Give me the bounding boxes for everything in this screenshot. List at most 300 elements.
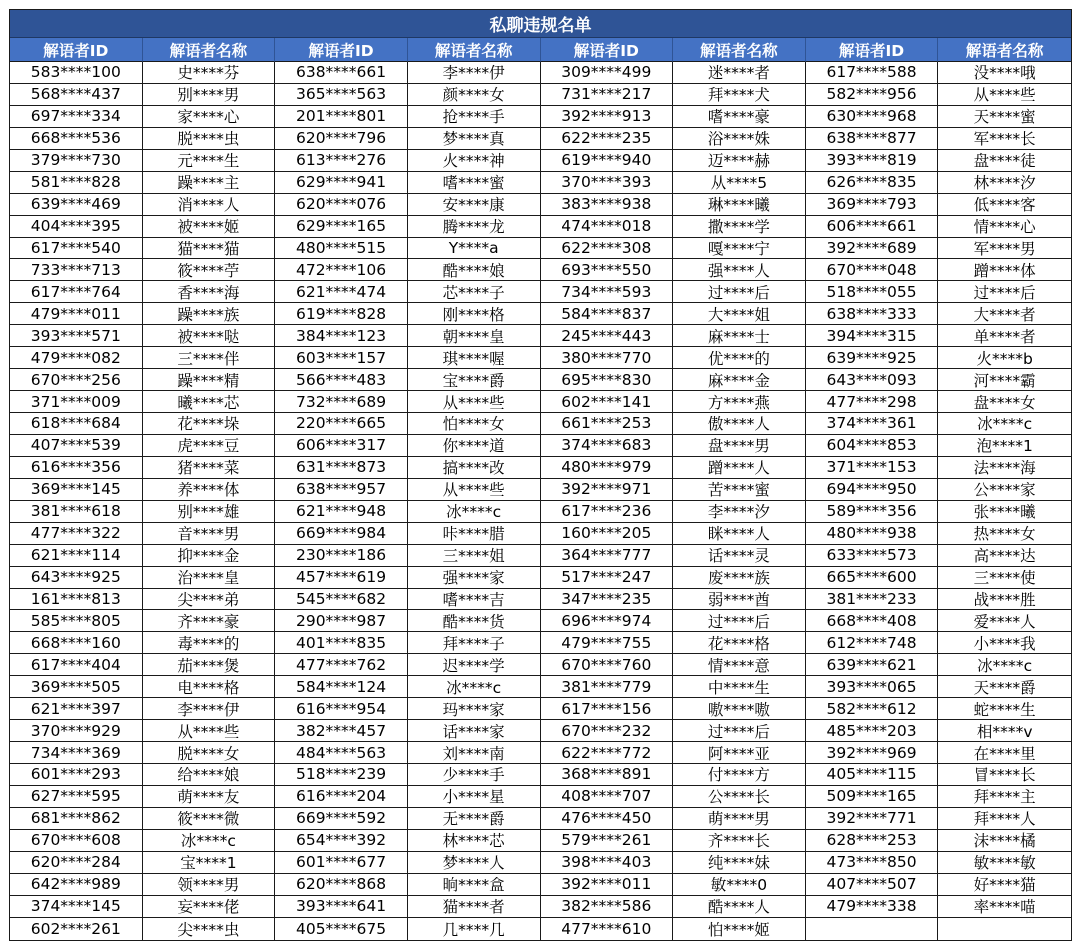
user-name-cell: 怕****姬 bbox=[673, 918, 806, 940]
user-id-cell: 364****777 bbox=[541, 545, 674, 567]
user-name-cell: 宝****1 bbox=[143, 852, 276, 874]
user-id-cell: 479****082 bbox=[10, 347, 143, 369]
user-id-cell: 220****665 bbox=[275, 413, 408, 435]
user-id-cell: 480****515 bbox=[275, 238, 408, 260]
user-name-cell: 齐****豪 bbox=[143, 610, 276, 632]
user-id-cell: 581****828 bbox=[10, 172, 143, 194]
user-id-cell: 589****356 bbox=[806, 501, 939, 523]
user-id-cell: 407****539 bbox=[10, 435, 143, 457]
user-id-cell: 661****253 bbox=[541, 413, 674, 435]
user-id-cell: 347****235 bbox=[541, 589, 674, 611]
user-id-cell: 517****247 bbox=[541, 567, 674, 589]
user-name-cell: 李****汐 bbox=[673, 501, 806, 523]
user-id-cell: 290****987 bbox=[275, 610, 408, 632]
column-header-id: 解语者ID bbox=[275, 38, 408, 62]
user-name-cell: 元****生 bbox=[143, 150, 276, 172]
user-name-cell: 撒****学 bbox=[673, 216, 806, 238]
user-id-cell: 370****929 bbox=[10, 720, 143, 742]
user-name-cell: 治****皇 bbox=[143, 567, 276, 589]
user-name-cell: 领****男 bbox=[143, 874, 276, 896]
user-name-cell: 情****心 bbox=[938, 216, 1071, 238]
user-id-cell: 477****762 bbox=[275, 654, 408, 676]
user-name-cell: 萌****男 bbox=[673, 808, 806, 830]
user-name-cell: 战****胜 bbox=[938, 589, 1071, 611]
user-name-cell: 弱****酋 bbox=[673, 589, 806, 611]
user-name-cell: 张****曦 bbox=[938, 501, 1071, 523]
user-name-cell: 冒****长 bbox=[938, 764, 1071, 786]
user-id-cell: 670****608 bbox=[10, 830, 143, 852]
user-name-cell: 浴****姝 bbox=[673, 128, 806, 150]
user-id-cell: 626****835 bbox=[806, 172, 939, 194]
user-id-cell: 568****437 bbox=[10, 84, 143, 106]
user-name-cell: 猫****者 bbox=[408, 896, 541, 918]
user-id-cell: 383****938 bbox=[541, 194, 674, 216]
user-id-cell: 583****100 bbox=[10, 62, 143, 84]
user-name-cell: 麻****士 bbox=[673, 325, 806, 347]
user-name-cell: 迈****赫 bbox=[673, 150, 806, 172]
user-id-cell: 201****801 bbox=[275, 106, 408, 128]
user-name-cell: 香****海 bbox=[143, 281, 276, 303]
user-id-cell: 732****689 bbox=[275, 391, 408, 413]
user-name-cell: 被****姬 bbox=[143, 216, 276, 238]
user-name-cell: 小****星 bbox=[408, 786, 541, 808]
user-id-cell bbox=[806, 918, 939, 940]
user-id-cell: 613****276 bbox=[275, 150, 408, 172]
user-name-cell: 从****些 bbox=[938, 84, 1071, 106]
user-id-cell: 485****203 bbox=[806, 720, 939, 742]
user-id-cell: 643****093 bbox=[806, 369, 939, 391]
user-name-cell: 率****喵 bbox=[938, 896, 1071, 918]
user-name-cell: 冰****c bbox=[938, 413, 1071, 435]
user-id-cell: 407****507 bbox=[806, 874, 939, 896]
user-name-cell: 三****伴 bbox=[143, 347, 276, 369]
user-id-cell: 245****443 bbox=[541, 325, 674, 347]
user-id-cell: 393****571 bbox=[10, 325, 143, 347]
user-name-cell: 从****些 bbox=[408, 479, 541, 501]
user-id-cell: 368****891 bbox=[541, 764, 674, 786]
user-name-cell: 优****的 bbox=[673, 347, 806, 369]
user-id-cell: 669****984 bbox=[275, 523, 408, 545]
user-id-cell: 616****356 bbox=[10, 457, 143, 479]
user-name-cell: 蹭****人 bbox=[673, 457, 806, 479]
user-name-cell: 付****方 bbox=[673, 764, 806, 786]
user-id-cell: 681****862 bbox=[10, 808, 143, 830]
user-id-cell: 617****764 bbox=[10, 281, 143, 303]
user-id-cell: 371****009 bbox=[10, 391, 143, 413]
user-id-cell: 670****232 bbox=[541, 720, 674, 742]
user-id-cell: 382****586 bbox=[541, 896, 674, 918]
user-name-cell: 蛇****生 bbox=[938, 698, 1071, 720]
user-id-cell: 617****404 bbox=[10, 654, 143, 676]
user-id-cell: 405****675 bbox=[275, 918, 408, 940]
user-id-cell: 518****055 bbox=[806, 281, 939, 303]
user-id-cell: 622****235 bbox=[541, 128, 674, 150]
user-id-cell: 620****868 bbox=[275, 874, 408, 896]
user-name-cell: 花****垛 bbox=[143, 413, 276, 435]
user-id-cell: 629****165 bbox=[275, 216, 408, 238]
user-name-cell: 怕****女 bbox=[408, 413, 541, 435]
user-id-cell: 380****770 bbox=[541, 347, 674, 369]
user-name-cell: 林****芯 bbox=[408, 830, 541, 852]
user-id-cell: 230****186 bbox=[275, 545, 408, 567]
user-id-cell: 404****395 bbox=[10, 216, 143, 238]
user-id-cell: 392****771 bbox=[806, 808, 939, 830]
user-id-cell: 617****540 bbox=[10, 238, 143, 260]
user-id-cell: 619****828 bbox=[275, 303, 408, 325]
user-name-cell: 法****海 bbox=[938, 457, 1071, 479]
user-name-cell: 冰****c bbox=[938, 654, 1071, 676]
user-id-cell: 381****233 bbox=[806, 589, 939, 611]
user-id-cell: 620****076 bbox=[275, 194, 408, 216]
user-name-cell: 给****娘 bbox=[143, 764, 276, 786]
user-name-cell: 安****康 bbox=[408, 194, 541, 216]
user-name-cell: 冰****c bbox=[408, 501, 541, 523]
user-name-cell: 抢****手 bbox=[408, 106, 541, 128]
user-name-cell: 傲****人 bbox=[673, 413, 806, 435]
user-name-cell: 盘****徒 bbox=[938, 150, 1071, 172]
user-id-cell: 622****308 bbox=[541, 238, 674, 260]
user-id-cell: 665****600 bbox=[806, 567, 939, 589]
column-header-id: 解语者ID bbox=[806, 38, 939, 62]
user-id-cell: 630****968 bbox=[806, 106, 939, 128]
user-name-cell: 盘****女 bbox=[938, 391, 1071, 413]
user-name-cell: 强****家 bbox=[408, 567, 541, 589]
user-name-cell: 别****雄 bbox=[143, 501, 276, 523]
user-id-cell: 392****913 bbox=[541, 106, 674, 128]
user-name-cell: 火****神 bbox=[408, 150, 541, 172]
user-id-cell: 371****153 bbox=[806, 457, 939, 479]
table-body bbox=[10, 62, 1071, 940]
user-id-cell: 384****123 bbox=[275, 325, 408, 347]
user-id-cell: 392****689 bbox=[806, 238, 939, 260]
user-name-cell: 三****姐 bbox=[408, 545, 541, 567]
user-id-cell: 734****593 bbox=[541, 281, 674, 303]
user-name-cell: 麻****金 bbox=[673, 369, 806, 391]
user-id-cell: 619****940 bbox=[541, 150, 674, 172]
column-header-id: 解语者ID bbox=[10, 38, 143, 62]
user-name-cell: 高****达 bbox=[938, 545, 1071, 567]
user-id-cell: 566****483 bbox=[275, 369, 408, 391]
user-id-cell: 582****956 bbox=[806, 84, 939, 106]
user-id-cell: 670****048 bbox=[806, 259, 939, 281]
user-id-cell: 584****124 bbox=[275, 676, 408, 698]
user-id-cell: 477****322 bbox=[10, 523, 143, 545]
user-id-cell: 669****592 bbox=[275, 808, 408, 830]
user-name-cell: 搞****改 bbox=[408, 457, 541, 479]
user-name-cell: 眯****人 bbox=[673, 523, 806, 545]
user-id-cell: 479****338 bbox=[806, 896, 939, 918]
user-name-cell: 天****蜜 bbox=[938, 106, 1071, 128]
user-id-cell: 382****457 bbox=[275, 720, 408, 742]
user-id-cell: 670****256 bbox=[10, 369, 143, 391]
user-id-cell: 617****588 bbox=[806, 62, 939, 84]
user-name-cell: 电****格 bbox=[143, 676, 276, 698]
user-id-cell: 668****536 bbox=[10, 128, 143, 150]
user-name-cell: 泡****1 bbox=[938, 435, 1071, 457]
user-id-cell: 398****403 bbox=[541, 852, 674, 874]
user-id-cell: 616****954 bbox=[275, 698, 408, 720]
user-name-cell: 毒****的 bbox=[143, 632, 276, 654]
user-name-cell: 爱****人 bbox=[938, 610, 1071, 632]
user-name-cell: 躁****精 bbox=[143, 369, 276, 391]
user-id-cell: 477****610 bbox=[541, 918, 674, 940]
user-id-cell: 621****114 bbox=[10, 545, 143, 567]
user-name-cell: 消****人 bbox=[143, 194, 276, 216]
user-id-cell: 582****612 bbox=[806, 698, 939, 720]
user-id-cell: 477****298 bbox=[806, 391, 939, 413]
user-id-cell: 484****563 bbox=[275, 742, 408, 764]
user-name-cell: 好****猫 bbox=[938, 874, 1071, 896]
user-name-cell: 妄****佬 bbox=[143, 896, 276, 918]
user-name-cell: 酷****娘 bbox=[408, 259, 541, 281]
user-name-cell: 盘****男 bbox=[673, 435, 806, 457]
user-id-cell: 392****969 bbox=[806, 742, 939, 764]
user-name-cell: 酷****货 bbox=[408, 610, 541, 632]
user-name-cell: 咔****腊 bbox=[408, 523, 541, 545]
user-name-cell: Y****a bbox=[408, 238, 541, 260]
user-id-cell: 617****156 bbox=[541, 698, 674, 720]
user-name-cell: 军****长 bbox=[938, 128, 1071, 150]
user-name-cell: 琪****喔 bbox=[408, 347, 541, 369]
user-id-cell: 629****941 bbox=[275, 172, 408, 194]
user-name-cell: 躁****族 bbox=[143, 303, 276, 325]
user-id-cell: 369****505 bbox=[10, 676, 143, 698]
column-header-name: 解语者名称 bbox=[938, 38, 1071, 62]
user-name-cell: 三****使 bbox=[938, 567, 1071, 589]
user-name-cell: 话****家 bbox=[408, 720, 541, 742]
user-id-cell: 638****957 bbox=[275, 479, 408, 501]
user-id-cell: 474****018 bbox=[541, 216, 674, 238]
header-row bbox=[10, 38, 1071, 62]
user-name-cell: 拜****犬 bbox=[673, 84, 806, 106]
user-name-cell: 猫****猫 bbox=[143, 238, 276, 260]
user-name-cell: 拜****主 bbox=[938, 786, 1071, 808]
user-id-cell: 579****261 bbox=[541, 830, 674, 852]
user-id-cell: 697****334 bbox=[10, 106, 143, 128]
user-name-cell: 萌****友 bbox=[143, 786, 276, 808]
user-name-cell: 芯****子 bbox=[408, 281, 541, 303]
user-id-cell: 639****621 bbox=[806, 654, 939, 676]
user-name-cell: 颜****女 bbox=[408, 84, 541, 106]
user-id-cell: 457****619 bbox=[275, 567, 408, 589]
table-title: 私聊违规名单 bbox=[10, 10, 1071, 38]
user-name-cell: 河****霸 bbox=[938, 369, 1071, 391]
user-id-cell: 639****469 bbox=[10, 194, 143, 216]
user-name-cell: 中****生 bbox=[673, 676, 806, 698]
user-name-cell: 少****手 bbox=[408, 764, 541, 786]
user-id-cell: 381****779 bbox=[541, 676, 674, 698]
user-id-cell: 393****641 bbox=[275, 896, 408, 918]
user-name-cell: 梦****人 bbox=[408, 852, 541, 874]
user-id-cell: 381****618 bbox=[10, 501, 143, 523]
user-id-cell: 160****205 bbox=[541, 523, 674, 545]
user-id-cell: 620****284 bbox=[10, 852, 143, 874]
user-name-cell: 筱****微 bbox=[143, 808, 276, 830]
user-id-cell: 309****499 bbox=[541, 62, 674, 84]
user-id-cell: 601****677 bbox=[275, 852, 408, 874]
user-id-cell: 394****315 bbox=[806, 325, 939, 347]
user-name-cell: 情****意 bbox=[673, 654, 806, 676]
user-name-cell: 花****格 bbox=[673, 632, 806, 654]
user-name-cell: 宝****爵 bbox=[408, 369, 541, 391]
user-name-cell: 你****道 bbox=[408, 435, 541, 457]
user-name-cell: 低****客 bbox=[938, 194, 1071, 216]
user-name-cell: 琳****曦 bbox=[673, 194, 806, 216]
user-name-cell: 尖****弟 bbox=[143, 589, 276, 611]
user-name-cell: 过****后 bbox=[673, 720, 806, 742]
user-name-cell: 嗜****吉 bbox=[408, 589, 541, 611]
user-id-cell: 603****157 bbox=[275, 347, 408, 369]
user-name-cell: 史****芬 bbox=[143, 62, 276, 84]
user-name-cell: 脱****女 bbox=[143, 742, 276, 764]
user-id-cell: 518****239 bbox=[275, 764, 408, 786]
user-name-cell: 敏****0 bbox=[673, 874, 806, 896]
user-id-cell: 392****971 bbox=[541, 479, 674, 501]
user-id-cell: 408****707 bbox=[541, 786, 674, 808]
user-name-cell: 冰****c bbox=[143, 830, 276, 852]
user-name-cell: 李****伊 bbox=[408, 62, 541, 84]
user-id-cell: 601****293 bbox=[10, 764, 143, 786]
user-name-cell: 李****伊 bbox=[143, 698, 276, 720]
user-id-cell: 733****713 bbox=[10, 259, 143, 281]
user-id-cell: 365****563 bbox=[275, 84, 408, 106]
user-id-cell: 627****595 bbox=[10, 786, 143, 808]
user-id-cell: 734****369 bbox=[10, 742, 143, 764]
user-id-cell: 612****748 bbox=[806, 632, 939, 654]
user-id-cell: 584****837 bbox=[541, 303, 674, 325]
user-id-cell: 602****261 bbox=[10, 918, 143, 940]
user-name-cell: 火****b bbox=[938, 347, 1071, 369]
user-id-cell: 401****835 bbox=[275, 632, 408, 654]
user-id-cell: 585****805 bbox=[10, 610, 143, 632]
user-id-cell: 731****217 bbox=[541, 84, 674, 106]
user-name-cell: 抑****金 bbox=[143, 545, 276, 567]
user-id-cell: 668****408 bbox=[806, 610, 939, 632]
user-name-cell: 躁****主 bbox=[143, 172, 276, 194]
user-name-cell: 嘎****宁 bbox=[673, 238, 806, 260]
user-name-cell: 刘****南 bbox=[408, 742, 541, 764]
user-name-cell: 嗷****嗷 bbox=[673, 698, 806, 720]
user-name-cell: 别****男 bbox=[143, 84, 276, 106]
user-id-cell: 622****772 bbox=[541, 742, 674, 764]
user-id-cell: 374****145 bbox=[10, 896, 143, 918]
user-id-cell: 473****850 bbox=[806, 852, 939, 874]
user-name-cell: 腾****龙 bbox=[408, 216, 541, 238]
user-name-cell: 猪****菜 bbox=[143, 457, 276, 479]
user-name-cell: 嗜****蜜 bbox=[408, 172, 541, 194]
user-id-cell: 628****253 bbox=[806, 830, 939, 852]
user-id-cell: 379****730 bbox=[10, 150, 143, 172]
user-id-cell: 643****925 bbox=[10, 567, 143, 589]
user-name-cell: 刚****格 bbox=[408, 303, 541, 325]
user-id-cell: 545****682 bbox=[275, 589, 408, 611]
user-name-cell: 迷****者 bbox=[673, 62, 806, 84]
user-id-cell: 642****989 bbox=[10, 874, 143, 896]
user-name-cell: 废****族 bbox=[673, 567, 806, 589]
user-name-cell: 天****爵 bbox=[938, 676, 1071, 698]
user-id-cell: 633****573 bbox=[806, 545, 939, 567]
user-name-cell: 从****些 bbox=[143, 720, 276, 742]
user-name-cell: 几****几 bbox=[408, 918, 541, 940]
user-name-cell: 尖****虫 bbox=[143, 918, 276, 940]
user-id-cell: 476****450 bbox=[541, 808, 674, 830]
user-id-cell: 472****106 bbox=[275, 259, 408, 281]
user-name-cell: 过****后 bbox=[938, 281, 1071, 303]
user-id-cell: 374****361 bbox=[806, 413, 939, 435]
user-id-cell: 392****011 bbox=[541, 874, 674, 896]
user-name-cell: 拜****人 bbox=[938, 808, 1071, 830]
user-name-cell: 热****女 bbox=[938, 523, 1071, 545]
user-name-cell: 筱****苧 bbox=[143, 259, 276, 281]
user-name-cell: 迟****学 bbox=[408, 654, 541, 676]
user-name-cell: 大****者 bbox=[938, 303, 1071, 325]
user-name-cell: 酷****人 bbox=[673, 896, 806, 918]
user-id-cell: 618****684 bbox=[10, 413, 143, 435]
user-name-cell: 过****后 bbox=[673, 281, 806, 303]
user-name-cell: 在****里 bbox=[938, 742, 1071, 764]
user-name-cell: 强****人 bbox=[673, 259, 806, 281]
user-id-cell: 638****661 bbox=[275, 62, 408, 84]
user-name-cell: 曦****芯 bbox=[143, 391, 276, 413]
user-name-cell: 纯****妹 bbox=[673, 852, 806, 874]
user-name-cell: 虎****豆 bbox=[143, 435, 276, 457]
column-header-id: 解语者ID bbox=[541, 38, 674, 62]
user-id-cell: 638****333 bbox=[806, 303, 939, 325]
user-name-cell: 梦****真 bbox=[408, 128, 541, 150]
user-id-cell: 696****974 bbox=[541, 610, 674, 632]
user-id-cell: 621****474 bbox=[275, 281, 408, 303]
user-id-cell: 606****661 bbox=[806, 216, 939, 238]
user-id-cell: 602****141 bbox=[541, 391, 674, 413]
user-name-cell: 话****灵 bbox=[673, 545, 806, 567]
user-id-cell: 161****813 bbox=[10, 589, 143, 611]
user-id-cell: 621****397 bbox=[10, 698, 143, 720]
user-id-cell: 405****115 bbox=[806, 764, 939, 786]
column-header-name: 解语者名称 bbox=[673, 38, 806, 62]
user-name-cell: 从****5 bbox=[673, 172, 806, 194]
user-id-cell: 631****873 bbox=[275, 457, 408, 479]
user-name-cell: 家****心 bbox=[143, 106, 276, 128]
user-id-cell: 670****760 bbox=[541, 654, 674, 676]
user-name-cell: 拜****子 bbox=[408, 632, 541, 654]
user-name-cell: 小****我 bbox=[938, 632, 1071, 654]
user-name-cell bbox=[938, 918, 1071, 940]
user-id-cell: 604****853 bbox=[806, 435, 939, 457]
user-id-cell: 620****796 bbox=[275, 128, 408, 150]
user-name-cell: 冰****c bbox=[408, 676, 541, 698]
user-id-cell: 695****830 bbox=[541, 369, 674, 391]
column-header-name: 解语者名称 bbox=[143, 38, 276, 62]
user-id-cell: 369****145 bbox=[10, 479, 143, 501]
user-name-cell: 苦****蜜 bbox=[673, 479, 806, 501]
user-name-cell: 养****体 bbox=[143, 479, 276, 501]
user-id-cell: 480****938 bbox=[806, 523, 939, 545]
user-name-cell: 蹭****体 bbox=[938, 259, 1071, 281]
user-name-cell: 阿****亚 bbox=[673, 742, 806, 764]
user-name-cell: 嗜****豪 bbox=[673, 106, 806, 128]
user-id-cell: 374****683 bbox=[541, 435, 674, 457]
user-id-cell: 479****011 bbox=[10, 303, 143, 325]
user-name-cell: 音****男 bbox=[143, 523, 276, 545]
user-id-cell: 668****160 bbox=[10, 632, 143, 654]
user-id-cell: 509****165 bbox=[806, 786, 939, 808]
user-name-cell: 公****家 bbox=[938, 479, 1071, 501]
user-name-cell: 朝****皇 bbox=[408, 325, 541, 347]
user-name-cell: 从****些 bbox=[408, 391, 541, 413]
user-id-cell: 479****755 bbox=[541, 632, 674, 654]
user-name-cell: 茄****煲 bbox=[143, 654, 276, 676]
user-id-cell: 621****948 bbox=[275, 501, 408, 523]
